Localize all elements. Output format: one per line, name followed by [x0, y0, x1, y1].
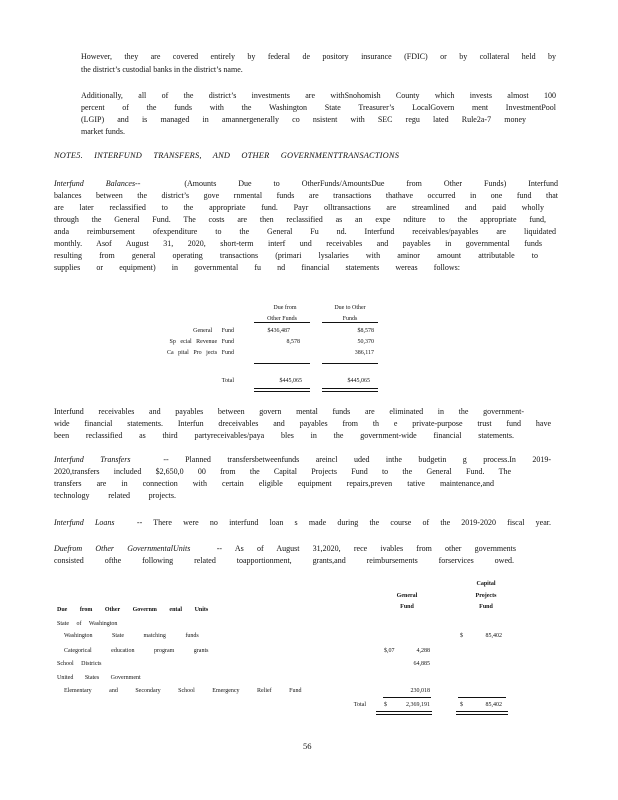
table1-total-duefrom: $445,065: [279, 378, 302, 384]
table2-total-rule-general: [376, 711, 432, 715]
table2-total-rule-capital: [456, 711, 508, 715]
investments-paragraph-line4: market funds.: [81, 127, 125, 136]
table2-total-general-dollar: $: [384, 702, 387, 708]
interfund-balances-line2: balances between the district’s gove rnmental funds are transactions thathave occurred in one fund that: [54, 191, 558, 200]
table2-row-label-2: Categorical education program grants: [64, 648, 209, 654]
table2-total-capital-dollar: $: [460, 702, 463, 708]
table1-total-label: Total: [221, 378, 234, 384]
table1-total-rule-to: [322, 388, 378, 392]
table1-total-dueto: $445,065: [347, 378, 370, 384]
interfund-balances-lead: Interfund Balances--: [54, 179, 141, 188]
table1-row-label-0: General Fund: [193, 328, 234, 334]
table1-row-duefrom-0: $436,487: [267, 328, 290, 334]
investments-paragraph-line2: percent of the funds with the Washington State Treasurer’s LocalGovern ment InvestmentPool: [81, 103, 556, 112]
interfund-balances-line1: [54, 178, 558, 190]
capital-header-b: Projects: [475, 593, 497, 599]
loans-paragraph: [54, 517, 551, 529]
loans-lead: Interfund Loans: [54, 518, 115, 527]
table1-subtotal-rule-from: [254, 363, 310, 364]
fdic-paragraph-line2: the district’s custodial banks in the district’s name.: [81, 65, 243, 74]
elimination-paragraph-line3: been reclassified as third partyreceivables/paya bles in the government-wide financial statements.: [54, 431, 514, 440]
interfund-balances-line4: through the General Fund. The costs are then reclassified as an expe nditure to the appropriate fund,: [54, 215, 546, 224]
table2-subtotal-rule-general: [383, 697, 431, 698]
capital-header-a: Capital: [476, 581, 496, 587]
table2-row-capital-dollar-1: $: [460, 633, 463, 639]
elimination-paragraph-line2: wide financial statements. Interfun dreceivables and payables from th e private-purpose trust fund have: [54, 419, 551, 428]
transfers-paragraph-line2: 2020,transfers included $2,650,0 00 from the Capital Projects Fund to the General Fund. The: [54, 467, 511, 476]
interfund-balances-line8: supplies or equipment) in governmental fu nd financial statements wereas follows:: [54, 263, 460, 272]
due-from-header-a: Due from: [273, 305, 297, 311]
table2-row-general-3: 64,885: [413, 661, 430, 667]
table2-row-general-dollar-2: $,07: [384, 648, 395, 654]
interfund-balances-line7: resulting from general operating transactions (primari lysalaries with aminor amount attributable to: [54, 251, 538, 260]
general-header-a: General: [396, 593, 418, 599]
table2-subtotal-rule-capital: [458, 697, 506, 698]
table2-row-label-4: United States Government: [57, 675, 141, 681]
investments-paragraph-line3: (LGIP) and is managed in amannergenerally co nsistent with SEC regu lated Rule2a-7 money: [81, 115, 526, 124]
table2-row-general-5: 230,018: [410, 688, 430, 694]
interfund-balances-line1-text: (Amounts Due to OtherFunds/AmountsDue from Other Funds) Interfund: [184, 179, 558, 188]
table2-total-label: Total: [353, 702, 366, 708]
transfers-paragraph-line1: [54, 454, 551, 466]
table2-title: Due from Other Governm ental Units: [57, 607, 209, 613]
table1-row-label-1: Sp ecial Revenue Fund: [169, 339, 234, 345]
table2-row-capital-1: 85,402: [485, 633, 502, 639]
table1-row-dueto-0: $8,578: [357, 328, 374, 334]
fdic-paragraph-line1: However, they are covered entirely by federal de pository insurance (FDIC) or by collateral held by: [81, 52, 556, 61]
interfund-balances-line3: are later reclassified to the appropriate fund. Payr olltransactions are streamlined and paid wholly: [54, 203, 544, 212]
transfers-paragraph-line3: transfers are in connection with certain eligible equipment repairs,preven tative maintenance,and: [54, 479, 494, 488]
table2-row-label-0: State of Washington: [57, 621, 118, 627]
table1-row-dueto-1: 50,370: [357, 339, 374, 345]
due-from-header-b: Other Funds: [254, 316, 310, 323]
note-heading: NOTE5. INTERFUND TRANSFERS, AND OTHER GOVERNMENTTRANSACTIONS: [54, 151, 400, 160]
table1-row-dueto-2: 386,117: [354, 350, 374, 356]
transfers-paragraph-line4: technology related projects.: [54, 491, 176, 500]
table2-total-general: 2,369,191: [406, 702, 430, 708]
due-from-governments-line1: [54, 543, 516, 555]
table2-row-general-2: 4,288: [416, 648, 430, 654]
general-header-b: Fund: [400, 604, 414, 610]
table2-row-label-1: Washington State matching funds: [64, 633, 199, 639]
table2-total-capital: 85,402: [485, 702, 502, 708]
capital-header-c: Fund: [479, 604, 493, 610]
table2-row-label-5: Elementary and Secondary School Emergency Relief Fund: [64, 688, 302, 694]
table1-subtotal-rule-to: [322, 363, 378, 364]
due-to-header-a: Due to Other: [334, 305, 366, 311]
interfund-balances-line6: monthly. Asof August 31, 2020, short-term interf und receivables and payables in governmental funds: [54, 239, 542, 248]
elimination-paragraph-line1: Interfund receivables and payables between govern mental funds are eliminated in the government-: [54, 407, 524, 416]
transfers-lead: Interfund Transfers: [54, 455, 131, 464]
due-from-governments-line2: consisted ofthe following related toapportionment, grants,and reimbursements forservices owed.: [54, 556, 514, 565]
investments-paragraph-line1: Additionally, all of the district’s investments are withSnohomish County which invests almost 100: [81, 91, 556, 100]
interfund-balances-line5: anda reimbursement ofexpenditure to the General Fu nd. Interfund receivables/payables are liquidated: [54, 227, 556, 236]
due-to-header-b: Funds: [322, 316, 378, 323]
transfers-line1-text: -- Planned transfersbetweenfunds areincl uded inthe budgetin g process.In 2019-: [163, 455, 552, 464]
table1-row-duefrom-1: 8,578: [286, 339, 300, 345]
due-from-governments-line1-text: -- As of August 31,2020, rece ivables from other governments: [216, 544, 517, 553]
page-number: 56: [303, 741, 312, 751]
due-from-governments-lead: Duefrom Other GovernmentalUnits: [54, 544, 191, 553]
table1-total-rule-from: [254, 388, 310, 392]
table2-row-label-3: School Districts: [57, 661, 102, 667]
table1-row-label-2: Ca pital Pro jects Fund: [167, 350, 234, 356]
loans-text: -- There were no interfund loan s made during the course of the 2019-2020 fiscal year.: [136, 518, 552, 527]
